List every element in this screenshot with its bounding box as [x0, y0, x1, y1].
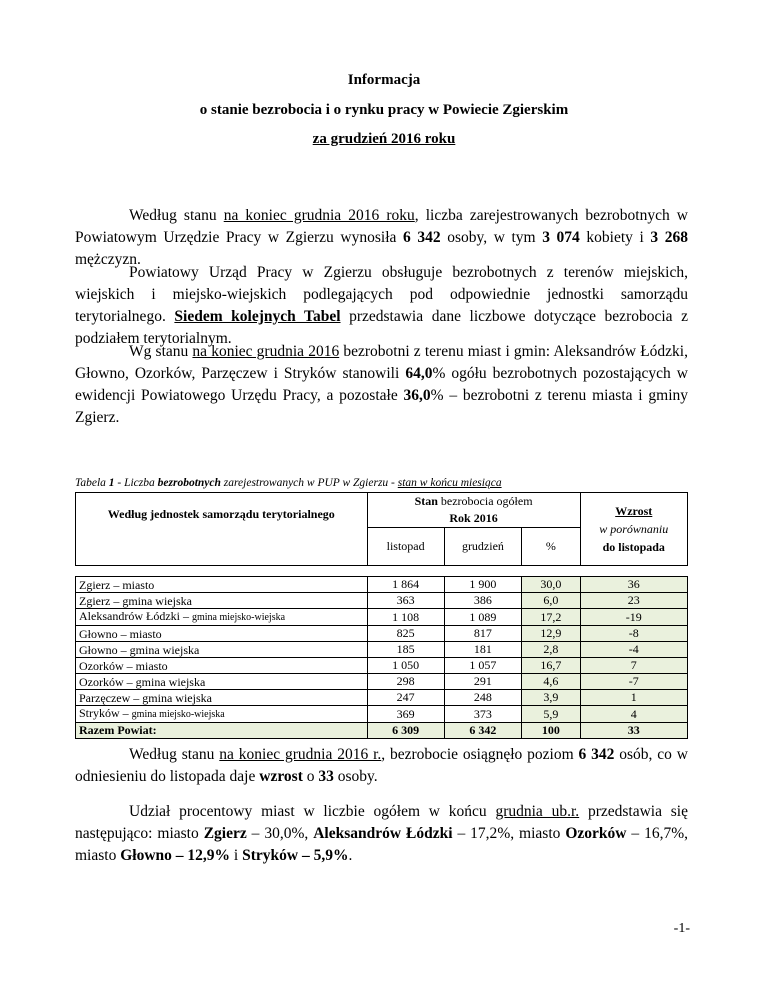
cell-wzrost: -19	[580, 609, 687, 626]
row-name	[76, 642, 368, 658]
row-name-text: Parzęczew – gmina wiejska	[79, 690, 212, 705]
table-row	[76, 609, 688, 626]
cell-pct: 4,6	[522, 674, 580, 690]
header-listopad: listopad	[367, 528, 444, 566]
document-period: za grudzień 2016 roku	[312, 131, 456, 147]
header-pct: %	[522, 528, 580, 566]
cell-listopad: 247	[367, 690, 444, 706]
cell-grudzien: 373	[444, 706, 522, 723]
table-row	[76, 706, 688, 723]
row-name	[76, 690, 368, 706]
table-caption: Tabela 1 - Liczba bezrobotnych zarejestrowanych w PUP w Zgierzu - stan w końcu miesiąca	[75, 477, 502, 489]
cell-pct: 30,0	[522, 577, 580, 593]
cell-listopad: 1 864	[367, 577, 444, 593]
total-grudzien: 6 342	[444, 723, 522, 739]
paragraph-level: Według stanu na koniec grudnia 2016 r., bezrobocie osiągnęło poziom 6 342 osób, co w odniesieniu do listopada daje wzrost o 33 osoby.	[75, 746, 688, 785]
total-wzrost: 33	[580, 723, 687, 739]
row-name-sub: gmina miejsko-wiejska	[131, 709, 225, 720]
cell-grudzien: 291	[444, 674, 522, 690]
cell-grudzien: 1 057	[444, 658, 522, 674]
cell-listopad: 1 050	[367, 658, 444, 674]
row-name-text: Zgierz – miasto	[79, 577, 155, 592]
cell-wzrost: 36	[580, 577, 687, 593]
row-name-sub: gmina miejsko-wiejska	[191, 612, 286, 623]
cell-pct: 6,0	[522, 593, 580, 609]
table-total-row	[76, 723, 688, 739]
row-name	[76, 609, 368, 626]
header-grudzien: grudzień	[444, 528, 522, 566]
cell-wzrost: 7	[580, 658, 687, 674]
cell-wzrost: 1	[580, 690, 687, 706]
total-listopad: 6 309	[367, 723, 444, 739]
table-row	[76, 626, 688, 642]
cell-grudzien: 1 089	[444, 609, 522, 626]
cell-pct: 17,2	[522, 609, 580, 626]
cell-grudzien: 386	[444, 593, 522, 609]
cell-wzrost: 4	[580, 706, 687, 723]
table-row	[76, 642, 688, 658]
paragraph-territorial: Powiatowy Urząd Pracy w Zgierzu obsługuje bezrobotnych z terenów miejskich, wiejskich i miejsko-wiejskich podlegających pod odpowiednie jednostki samorządu terytorialnego. Siedem kolejnych Tabel przedstawia dane liczbowe dotyczące bezrobocia z podziałem terytorialnym.	[75, 264, 688, 347]
cell-wzrost: -4	[580, 642, 687, 658]
cell-listopad: 185	[367, 642, 444, 658]
cell-listopad: 1 108	[367, 609, 444, 626]
row-name-text: Stryków –	[79, 706, 132, 720]
header-wzrost: Wzrost w porównaniu do listopada	[580, 493, 687, 566]
table-row	[76, 593, 688, 609]
row-name	[76, 593, 368, 609]
cell-pct: 3,9	[522, 690, 580, 706]
row-name	[76, 577, 368, 593]
unemployment-table	[75, 492, 688, 739]
cell-wzrost: -7	[580, 674, 687, 690]
cell-grudzien: 1 900	[444, 577, 522, 593]
cell-listopad: 825	[367, 626, 444, 642]
cell-grudzien: 181	[444, 642, 522, 658]
cell-wzrost: 23	[580, 593, 687, 609]
header-unit: Według jednostek samorządu terytorialnego	[76, 493, 368, 566]
cell-listopad: 298	[367, 674, 444, 690]
row-name	[76, 658, 368, 674]
row-name	[76, 706, 368, 723]
row-name	[76, 626, 368, 642]
row-name-text: Ozorków – miasto	[79, 658, 168, 673]
page-number: -1-	[673, 921, 690, 936]
table-row	[76, 674, 688, 690]
cell-grudzien: 248	[444, 690, 522, 706]
row-name-text: Zgierz – gmina wiejska	[79, 593, 192, 608]
cell-pct: 16,7	[522, 658, 580, 674]
total-pct: 100	[522, 723, 580, 739]
header-stan: Stan bezrobocia ogółem Rok 2016	[367, 493, 580, 528]
row-name-text: Ozorków – gmina wiejska	[79, 674, 206, 689]
paragraph-summary: Według stanu na koniec grudnia 2016 roku, liczba zarejestrowanych bezrobotnych w Powiatowym Urzędzie Pracy w Zgierzu wynosiła 6 342 osoby, w tym 3 074 kobiety i 3 268 mężczyzn.	[75, 207, 689, 268]
row-name-text: Głowno – miasto	[79, 626, 162, 641]
cell-listopad: 363	[367, 593, 444, 609]
document-title: Informacja	[347, 72, 421, 88]
cell-pct: 5,9	[522, 706, 580, 723]
cell-grudzien: 817	[444, 626, 522, 642]
table-row	[76, 690, 688, 706]
row-name-text: Aleksandrów Łódzki –	[79, 609, 192, 623]
paragraph-cities: Udział procentowy miast w liczbie ogółem w końcu grudnia ub.r. przedstawia się następująco: miasto Zgierz – 30,0%, Aleksandrów Łódzki – 17,2%, miasto Ozorków – 16,7%, miasto Głowno – 12,9% i Stryków – 5,9%.	[75, 803, 688, 864]
total-name: Razem Powiat:	[76, 723, 368, 739]
cell-wzrost: -8	[580, 626, 687, 642]
paragraph-share: Wg stanu na koniec grudnia 2016 bezrobotni z terenu miast i gmin: Aleksandrów Łódzki, Głowno, Ozorków, Parzęczew i Stryków stanowili 64,0% ogółu bezrobotnych pozostających w ewidencji Powiatowego Urzędu Pracy, a pozostałe 36,0% – bezrobotni z terenu miasta i gminy Zgierz.	[75, 343, 689, 426]
table-row	[76, 577, 688, 593]
row-name-text: Głowno – gmina wiejska	[79, 642, 200, 657]
table-row	[76, 658, 688, 674]
cell-listopad: 369	[367, 706, 444, 723]
cell-pct: 12,9	[522, 626, 580, 642]
document-subtitle: o stanie bezrobocia i o rynku pracy w Powiecie Zgierskim	[199, 102, 569, 118]
cell-pct: 2,8	[522, 642, 580, 658]
row-name	[76, 674, 368, 690]
